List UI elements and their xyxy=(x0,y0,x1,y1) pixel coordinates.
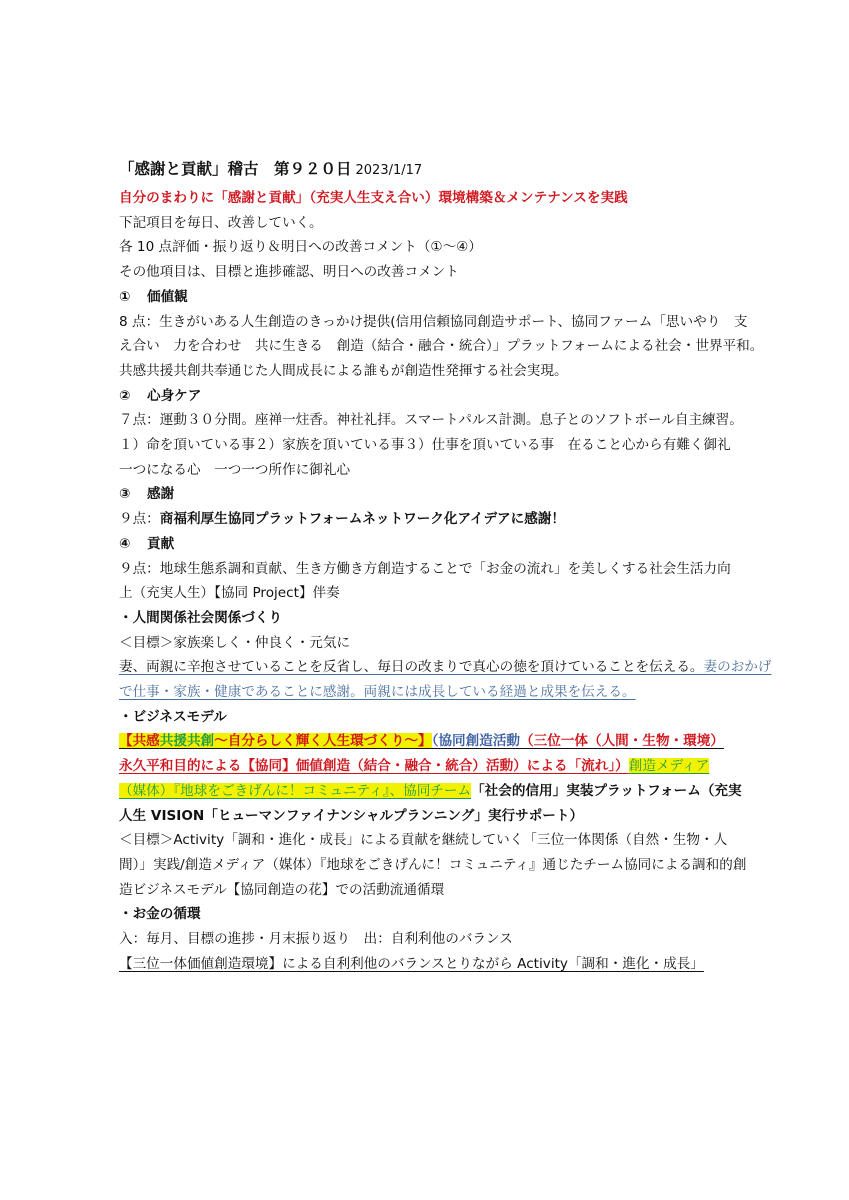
business-text-green-highlight: （媒体）『地球をごきげんに！コミュニティ』、協同チーム xyxy=(119,782,472,799)
values-line-3: 共感共援共創共奉通じた人間成長による誰もが創造性発揮する社会実現。 xyxy=(119,362,568,379)
contribution-line-2: 上（充実人生）【協同 Project】伴奏 xyxy=(119,585,340,602)
intro-line-1: 下記項目を毎日、改善していく。 xyxy=(119,214,323,231)
values-line-1: 8 点：生きがいある人生創造のきっかけ提供(信用信頼協同創造サポート、協同ファーム「思いやり 支 xyxy=(119,313,748,330)
business-text-red: ～自分らしく輝く人生環づくり～】 xyxy=(214,733,432,750)
business-text-green-highlight: 創造メディア xyxy=(628,758,710,775)
section-number: ③ xyxy=(119,486,131,503)
gratitude-score: ９点： xyxy=(119,511,160,528)
section-number: ① xyxy=(119,288,131,305)
section-title: 心身ケア xyxy=(147,387,202,404)
values-line-2: え合い 力を合わせ 共に生きる 創造（結合・融合・統合）」プラットフォームによる社会・世界平和。 xyxy=(119,338,764,355)
relations-text-blue-2: で仕事・家族・健康であることに感謝。両親には成長している経過と成果を伝える。 xyxy=(119,684,636,701)
mind-body-line-3: 一つになる心 一つ一つ所作に御礼心 xyxy=(119,461,351,478)
business-row-4: 人生 VISION「ヒューマンファイナンシャルプランニング」実行サポート） xyxy=(119,807,584,824)
section-title: 貢献 xyxy=(147,535,175,552)
business-text-red: 永久平和目的による【協同】価値創造（結合・融合・統合）活動）による「流れ」） xyxy=(119,758,629,775)
intro-heading: 自分のまわりに「感謝と貢献」（充実人生支え合い）環境構築＆メンテナンスを実践 xyxy=(119,190,628,206)
money-heading: ・お金の循環 xyxy=(119,906,201,923)
gratitude-text: 商福利厚生協同プラットフォームネットワーク化アイデアに感謝！ xyxy=(159,511,566,528)
section-heading-gratitude xyxy=(119,482,744,507)
mind-body-line-1: ７点：運動３０分間。座禅一炷香。神社礼拝。スマートパルス計測。息子とのソフトボール自主練習。 xyxy=(119,412,743,429)
relations-text-black: 妻、両親に辛抱させていることを反省し、毎日の改まりで真心の徳を頂けていることを伝える。 xyxy=(119,659,704,676)
business-row-1 xyxy=(119,729,744,754)
section-number: ④ xyxy=(119,535,131,552)
money-line-2: 【三位一体価値創造環境】による自利利他のバランスとりながら Activity「調和・進化・成長」 xyxy=(119,955,704,972)
relations-line-2 xyxy=(119,680,744,705)
gratitude-line-1 xyxy=(119,507,744,532)
business-text-red: 【共感 xyxy=(119,733,160,750)
title-date: 2023/1/17 xyxy=(355,163,423,178)
section-heading-values xyxy=(119,285,744,310)
title-main: 「感謝と貢献」稽古 第９２０日 xyxy=(119,160,352,178)
business-highlight xyxy=(119,733,432,749)
relations-heading: ・人間関係社会関係づくり xyxy=(119,609,283,626)
intro-line-3: その他項目は、目標と進捗確認、明日への改善コメント xyxy=(119,264,459,281)
relations-goal: ＜目標＞家族楽しく・仲良く・元気に xyxy=(119,634,351,651)
intro-line-2: 各 10 点評価・振り返り＆明日への改善コメント（①～④） xyxy=(119,239,482,256)
business-text-red: （三位一体（人間・生物・環境） xyxy=(520,733,724,750)
section-number: ② xyxy=(119,387,131,404)
business-row-2 xyxy=(119,754,744,779)
business-row-3 xyxy=(119,779,744,804)
business-heading: ・ビジネスモデル xyxy=(119,708,227,725)
section-heading-contribution xyxy=(119,532,744,557)
section-title: 感謝 xyxy=(147,486,175,503)
contribution-line-1: ９点：地球生態系調和貢献、生き方働き方創造することで「お金の流れ」を美しくする社会生活力向 xyxy=(119,560,731,577)
mind-body-line-2: １）命を頂いている事２）家族を頂いている事３）仕事を頂いている事 在ること心から有難く御礼 xyxy=(119,437,731,454)
section-heading-mind-body xyxy=(119,384,744,409)
business-text-blue: （協同創造活動 xyxy=(431,733,521,750)
business-text-bold: 「社会的信用」実装プラットフォーム（充実 xyxy=(471,782,742,799)
relations-text-blue: 妻のおかげ xyxy=(703,659,772,676)
business-goal-3: 造ビジネスモデル【協同創造の花】での活動流通循環 xyxy=(119,881,445,898)
page-title xyxy=(119,152,744,186)
relations-line-1 xyxy=(119,655,772,680)
business-text-green: 共援共創 xyxy=(159,733,215,750)
money-line-1: 入：毎月、目標の進捗・月末振り返り 出：自利利他のバランス xyxy=(119,931,513,948)
document-page xyxy=(119,152,772,977)
business-goal-1: ＜目標＞Activity「調和・進化・成長」による貢献を継続していく「三位一体関係（自然・生物・人 xyxy=(119,832,728,849)
business-goal-2: 間）」実践/創造メディア（媒体）『地球をごきげんに！コミュニティ』通じたチーム協同による調和的創 xyxy=(119,856,747,873)
section-title: 価値観 xyxy=(147,288,188,305)
